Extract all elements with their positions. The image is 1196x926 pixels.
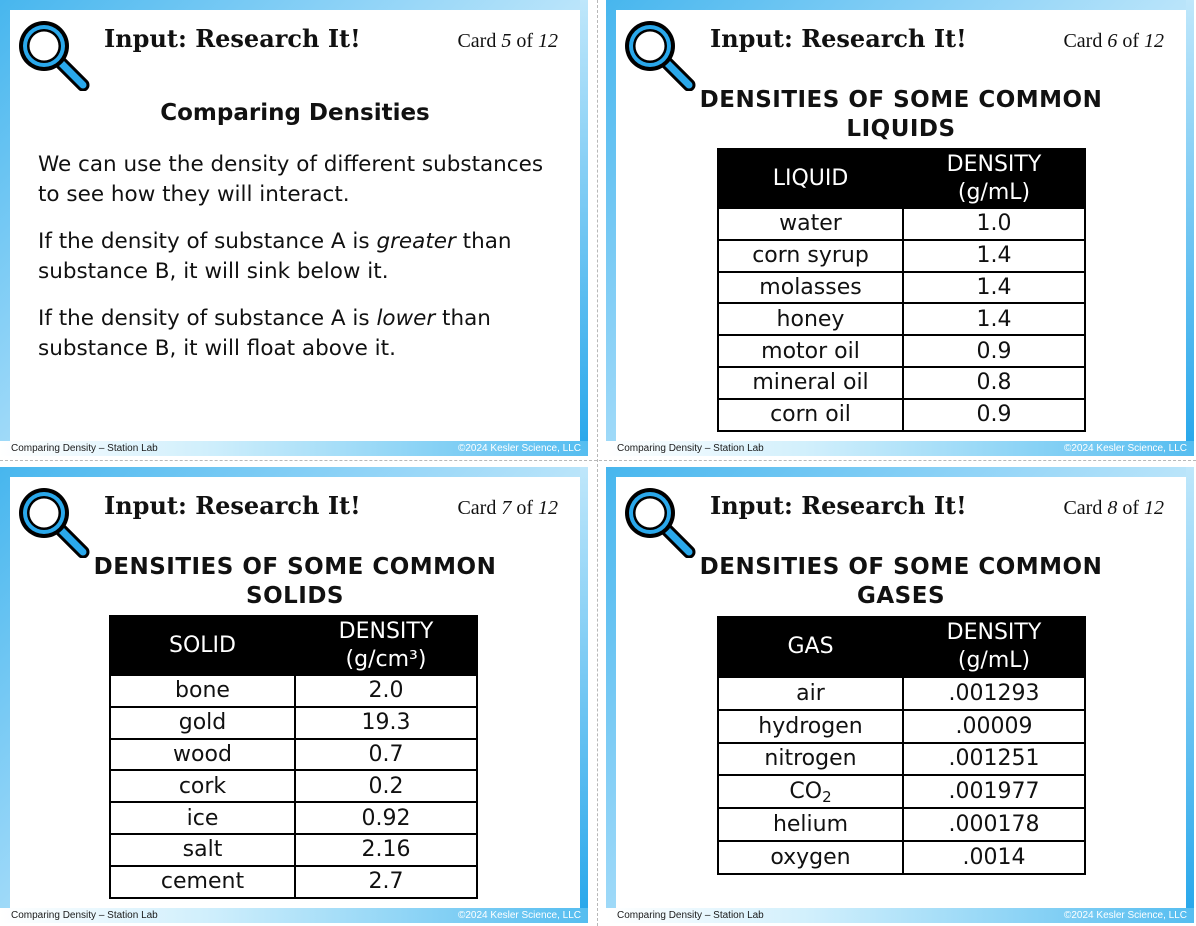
paragraph-1: We can use the density of different substances to see how they will interact. (38, 152, 544, 207)
column-header-gas: GAS (718, 617, 903, 677)
footer-copyright: ©2024 Kesler Science, LLC (458, 443, 581, 454)
column-header-density: DENSITY (g/mL) (903, 149, 1085, 208)
density-cell: 19.3 (295, 707, 477, 739)
table-row (110, 739, 477, 771)
density-cell: 1.4 (903, 240, 1085, 272)
table-row (110, 834, 477, 866)
magnifying-glass-icon (14, 482, 90, 558)
table-row (718, 367, 1085, 399)
table-row (718, 841, 1085, 874)
substance-cell: honey (718, 303, 903, 335)
table-row (718, 677, 1085, 710)
footer-copyright: ©2024 Kesler Science, LLC (1064, 443, 1187, 454)
density-cell: 0.9 (903, 399, 1085, 431)
card-number: Card 5 of 12 (457, 30, 558, 52)
card-edge-bar (580, 0, 588, 441)
card-6 (606, 0, 1194, 456)
magnifying-glass-icon (620, 482, 696, 558)
density-cell: .000178 (903, 808, 1085, 841)
table-row (718, 710, 1085, 743)
substance-cell: motor oil (718, 335, 903, 367)
card-5 (0, 0, 588, 456)
column-header-liquid: LIQUID (718, 149, 903, 208)
substance-cell: corn oil (718, 399, 903, 431)
footer-lab-name: Comparing Density – Station Lab (617, 443, 764, 454)
card-header: Input: Research It! (710, 491, 967, 520)
magnifying-glass-icon (14, 15, 90, 91)
card-edge-bar (1186, 467, 1194, 908)
footer-lab-name: Comparing Density – Station Lab (11, 443, 158, 454)
card-8 (606, 467, 1194, 923)
table-row (718, 808, 1085, 841)
density-cell: 2.7 (295, 866, 477, 898)
substance-cell: water (718, 208, 903, 240)
substance-cell: wood (110, 739, 295, 771)
card-header: Input: Research It! (710, 24, 967, 53)
table-row (110, 770, 477, 802)
card-edge-bar (1186, 0, 1194, 441)
card-body (10, 477, 580, 908)
card-footer (0, 908, 588, 923)
table-title: DENSITIES OF SOME COMMON GASES (699, 554, 1103, 609)
substance-cell: corn syrup (718, 240, 903, 272)
card-body (616, 477, 1186, 908)
density-cell: 1.0 (903, 208, 1085, 240)
substance-cell: molasses (718, 272, 903, 304)
liquids-density-table (717, 148, 1086, 432)
substance-cell: salt (110, 834, 295, 866)
substance-cell: hydrogen (718, 710, 903, 743)
table-row (718, 335, 1085, 367)
table-row (110, 802, 477, 834)
card-body (616, 10, 1186, 441)
footer-copyright: ©2024 Kesler Science, LLC (1064, 910, 1187, 921)
table-row (718, 303, 1085, 335)
table-row (718, 240, 1085, 272)
table-row (718, 775, 1085, 808)
table-row (110, 675, 477, 707)
substance-cell: cork (110, 770, 295, 802)
table-row (718, 272, 1085, 304)
table-row (110, 866, 477, 898)
solids-density-table (109, 615, 478, 899)
footer-lab-name: Comparing Density – Station Lab (617, 910, 764, 921)
density-cell: .00009 (903, 710, 1085, 743)
card-header: Input: Research It! (104, 24, 361, 53)
card-number: Card 7 of 12 (457, 497, 558, 519)
column-header-density: DENSITY (g/cm³) (295, 616, 477, 675)
card-number: Card 8 of 12 (1063, 497, 1164, 519)
footer-copyright: ©2024 Kesler Science, LLC (458, 910, 581, 921)
density-cell: .0014 (903, 841, 1085, 874)
table-title: DENSITIES OF SOME COMMON LIQUIDS (699, 87, 1103, 142)
table-row (718, 399, 1085, 431)
density-cell: 1.4 (903, 272, 1085, 304)
table-row (718, 743, 1085, 776)
substance-cell: $CO_2$ (718, 775, 903, 808)
substance-cell: air (718, 677, 903, 710)
horizontal-cut-line (0, 460, 1196, 461)
density-cell: .001251 (903, 743, 1085, 776)
density-cell: 0.9 (903, 335, 1085, 367)
density-cell: .001977 (903, 775, 1085, 808)
density-cell: 1.4 (903, 303, 1085, 335)
density-cell: 2.0 (295, 675, 477, 707)
substance-cell: helium (718, 808, 903, 841)
card-text (38, 150, 562, 381)
card-body (10, 10, 580, 441)
column-header-solid: SOLID (110, 616, 295, 675)
table-title: DENSITIES OF SOME COMMON SOLIDS (93, 554, 497, 609)
magnifying-glass-icon (620, 15, 696, 91)
card-number: Card 6 of 12 (1063, 30, 1164, 52)
density-cell: 0.2 (295, 770, 477, 802)
card-footer (606, 441, 1194, 456)
card-footer (0, 441, 588, 456)
substance-cell: cement (110, 866, 295, 898)
table-row (718, 208, 1085, 240)
density-cell: 0.8 (903, 367, 1085, 399)
paragraph-2: If the density of substance A is greater than substance B, it will sink below it. (38, 229, 512, 284)
column-header-density: DENSITY (g/mL) (903, 617, 1085, 677)
vertical-cut-line (597, 0, 598, 926)
density-cell: 0.92 (295, 802, 477, 834)
substance-cell: ice (110, 802, 295, 834)
card-7 (0, 467, 588, 923)
footer-lab-name: Comparing Density – Station Lab (11, 910, 158, 921)
density-cell: 2.16 (295, 834, 477, 866)
substance-cell: mineral oil (718, 367, 903, 399)
table-row (110, 707, 477, 739)
density-cell: 0.7 (295, 739, 477, 771)
card-footer (606, 908, 1194, 923)
substance-cell: bone (110, 675, 295, 707)
density-cell: .001293 (903, 677, 1085, 710)
paragraph-3: If the density of substance A is lower than substance B, it will float above it. (38, 306, 491, 361)
gases-density-table (717, 616, 1086, 875)
card-header: Input: Research It! (104, 491, 361, 520)
card-title: Comparing Densities (160, 100, 430, 126)
substance-cell: gold (110, 707, 295, 739)
substance-cell: nitrogen (718, 743, 903, 776)
substance-cell: oxygen (718, 841, 903, 874)
card-edge-bar (580, 467, 588, 908)
